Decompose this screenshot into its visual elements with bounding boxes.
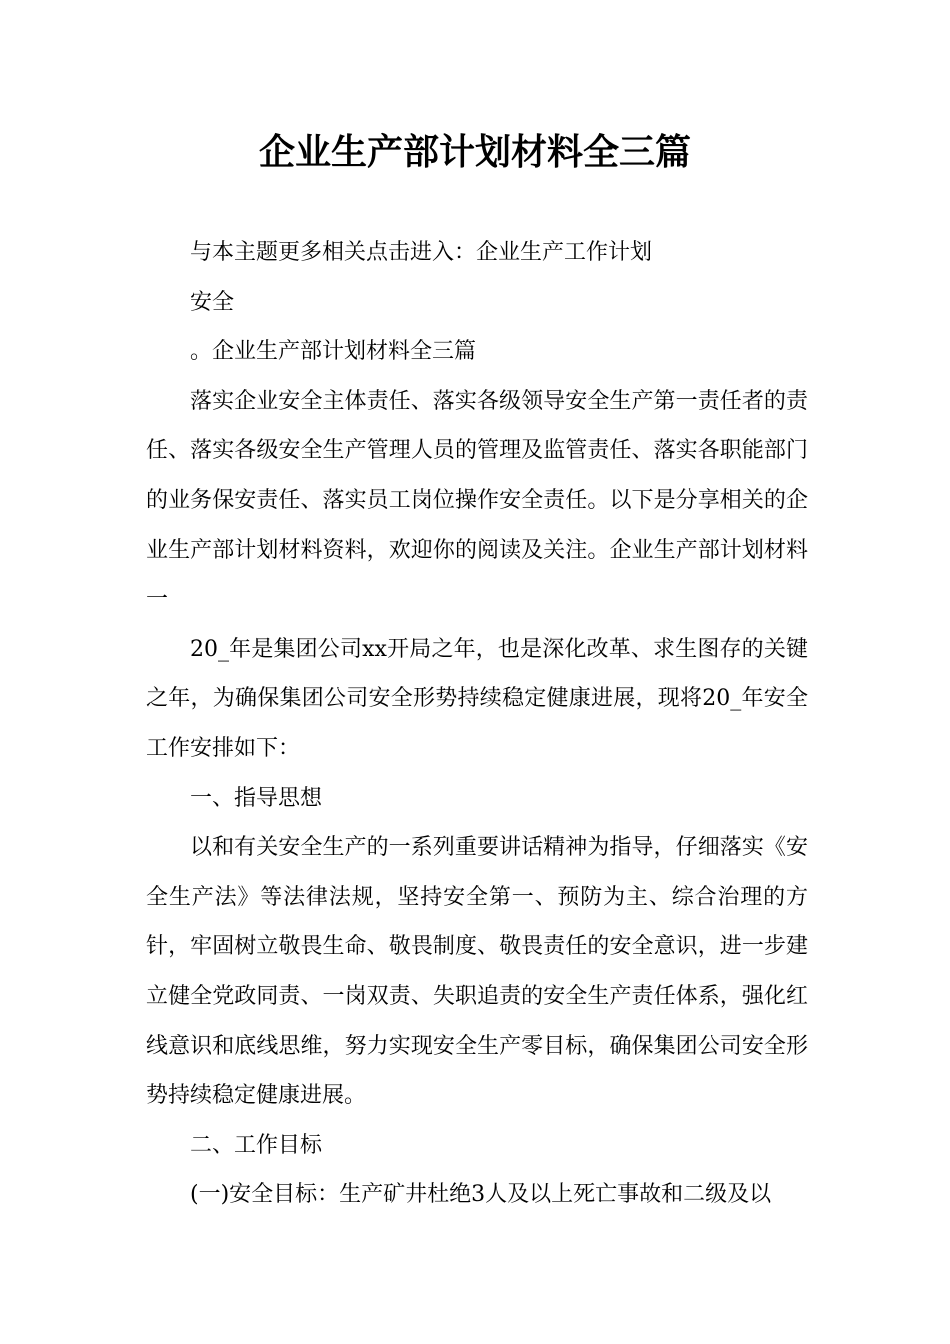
related-topic-line: 与本主题更多相关点击进入：企业生产工作计划 [190,240,653,265]
document-title: 企业生产部计划材料全三篇 [258,132,691,173]
paragraph-intro: 落实企业安全主体责任、落实各级领导安全生产第一责任者的责任、落实各级安全生产管理人员的管理及监管责任、落实各职能部门的业务保安责任、落实员工岗位操作安全责任。以下是分享相关的企业生产部计划材料资料，欢迎你的阅读及关注。企业生产部计划材料一 [146,388,808,613]
paragraph-safety: 安全 [190,289,235,315]
document-body [146,228,808,1220]
section-heading-work-goals: 二、工作目标 [190,1132,323,1158]
paragraph-safety-goal: (一)安全目标：生产矿井杜绝3人及以上死亡事故和二级及以 [190,1182,772,1208]
section-heading-guiding-ideology: 一、指导思想 [190,785,323,811]
paragraph-year-plan: 20_年是集团公司xx开局之年，也是深化改革、求生图存的关键之年，为确保集团公司安全形势持续稳定健康进展，现将20_年安全工作安排如下： [146,636,808,761]
paragraph-subtitle: 。企业生产部计划材料全三篇 [190,339,477,365]
paragraph-guiding-ideology: 以和有关安全生产的一系列重要讲话精神为指导，仔细落实《安全生产法》等法律法规，坚持安全第一、预防为主、综合治理的方针，牢固树立敬畏生命、敬畏制度、敬畏责任的安全意识，进一步建立健全党政同责、一岗双责、失职追责的安全生产责任体系，强化红线意识和底线思维，努力实现安全生产零目标，确保集团公司安全形势持续稳定健康进展。 [146,835,808,1109]
